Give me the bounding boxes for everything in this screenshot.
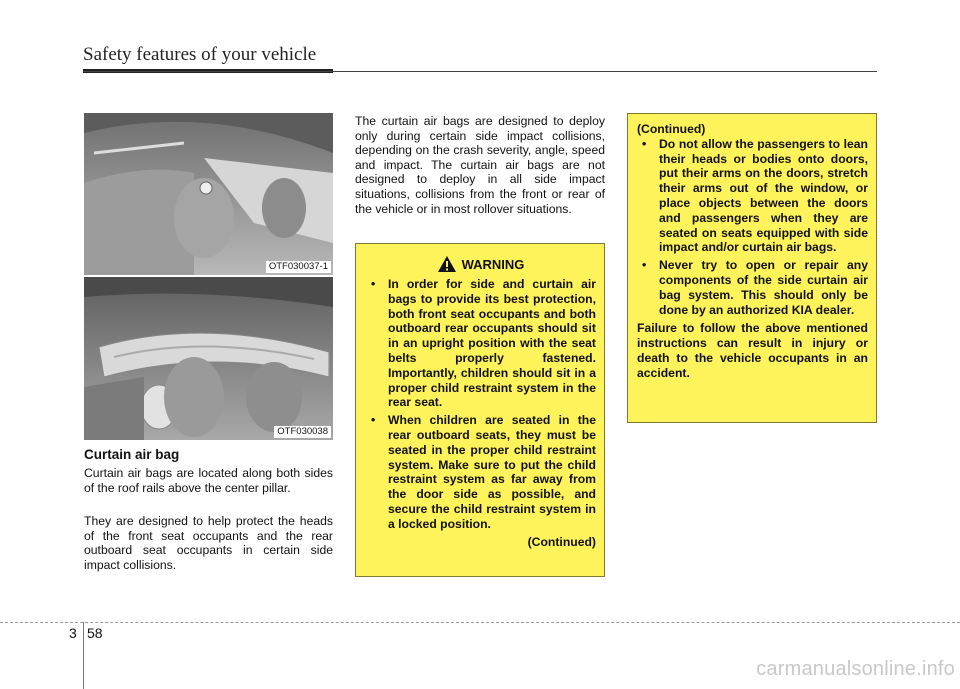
- warning-bullet: [366, 413, 596, 531]
- watermark: carmanualsonline.info: [756, 658, 955, 680]
- warning-bullet-text: Never try to open or repair any components of the side curtain air bag system. This should only be done by an authorized KIA dealer.: [659, 258, 868, 317]
- continued-label: (Continued): [637, 122, 706, 136]
- warning-bullet: [366, 277, 596, 410]
- warning-bullet: [637, 137, 868, 255]
- car-interior-photo-icon: [84, 113, 333, 275]
- section-paragraph-1: Curtain air bags are located along both sides of the roof rails above the center pillar.: [84, 466, 333, 495]
- figure-code: OTF030038: [274, 426, 331, 438]
- warning-bullet: [637, 258, 868, 317]
- footer-rule: [0, 622, 960, 623]
- footer-divider: [83, 622, 84, 689]
- warning-bullet-text: When children are seated in the rear outboard seats, they must be seated in the proper child restraint system. Make sure to put the child restraint system as far away from the door side as possible, and secure the child restraint system in a locked position.: [388, 413, 596, 531]
- curtain-airbag-deployed-photo-icon: [84, 277, 333, 440]
- warning-box-1: [355, 243, 605, 577]
- figure-curtain-airbag: [84, 277, 333, 440]
- warning-bullet-text: In order for side and curtain air bags to provide its best protection, both front seat occupants and both outboard rear occupants should sit in an upright position with the seat belts properly fastened. Importantly, children should sit in a proper child restraint system in the rear seat.: [388, 277, 596, 410]
- continued-label: (Continued): [527, 534, 596, 549]
- warning-heading: [366, 256, 596, 272]
- warning-box-2: [627, 113, 877, 423]
- warning-closing-text: Failure to follow the above mentioned instructions can result in injury or death to the vehicle occupants in an accident.: [637, 321, 868, 380]
- figure-car-interior: [84, 113, 333, 275]
- section-paragraph-2: They are designed to help protect the heads of the front seat occupants and the rear outboard seat occupants in certain side impact collisions.: [84, 514, 333, 572]
- warning-triangle-icon: [438, 256, 456, 272]
- figure-code: OTF030037-1: [266, 261, 331, 273]
- header-rule: [83, 71, 877, 72]
- chapter-number: 3: [69, 625, 77, 641]
- bullet-dot-icon: •: [642, 258, 647, 273]
- page-header-title: Safety features of your vehicle: [83, 44, 317, 65]
- section-title: Curtain air bag: [84, 447, 180, 462]
- bullet-dot-icon: •: [642, 136, 647, 151]
- middle-paragraph: The curtain air bags are designed to deploy only during certain side impact collisions, depending on the crash severity, angle, speed and impact. The curtain air bags are not designed to deploy in all side impact situations, collisions from the front or rear of the vehicle or in most rollover situations.: [355, 114, 605, 216]
- bullet-dot-icon: •: [371, 277, 376, 291]
- bullet-dot-icon: •: [371, 413, 376, 428]
- warning-heading-label: WARNING: [461, 256, 525, 272]
- warning-bullet-text: Do not allow the passengers to lean their heads or bodies onto doors, put their arms on the doors, stretch their arms out of the window, or place objects between the doors and passengers when they are seated on seats equipped with side impact and/or curtain air bags.: [659, 136, 868, 255]
- page-number: 58: [87, 625, 103, 641]
